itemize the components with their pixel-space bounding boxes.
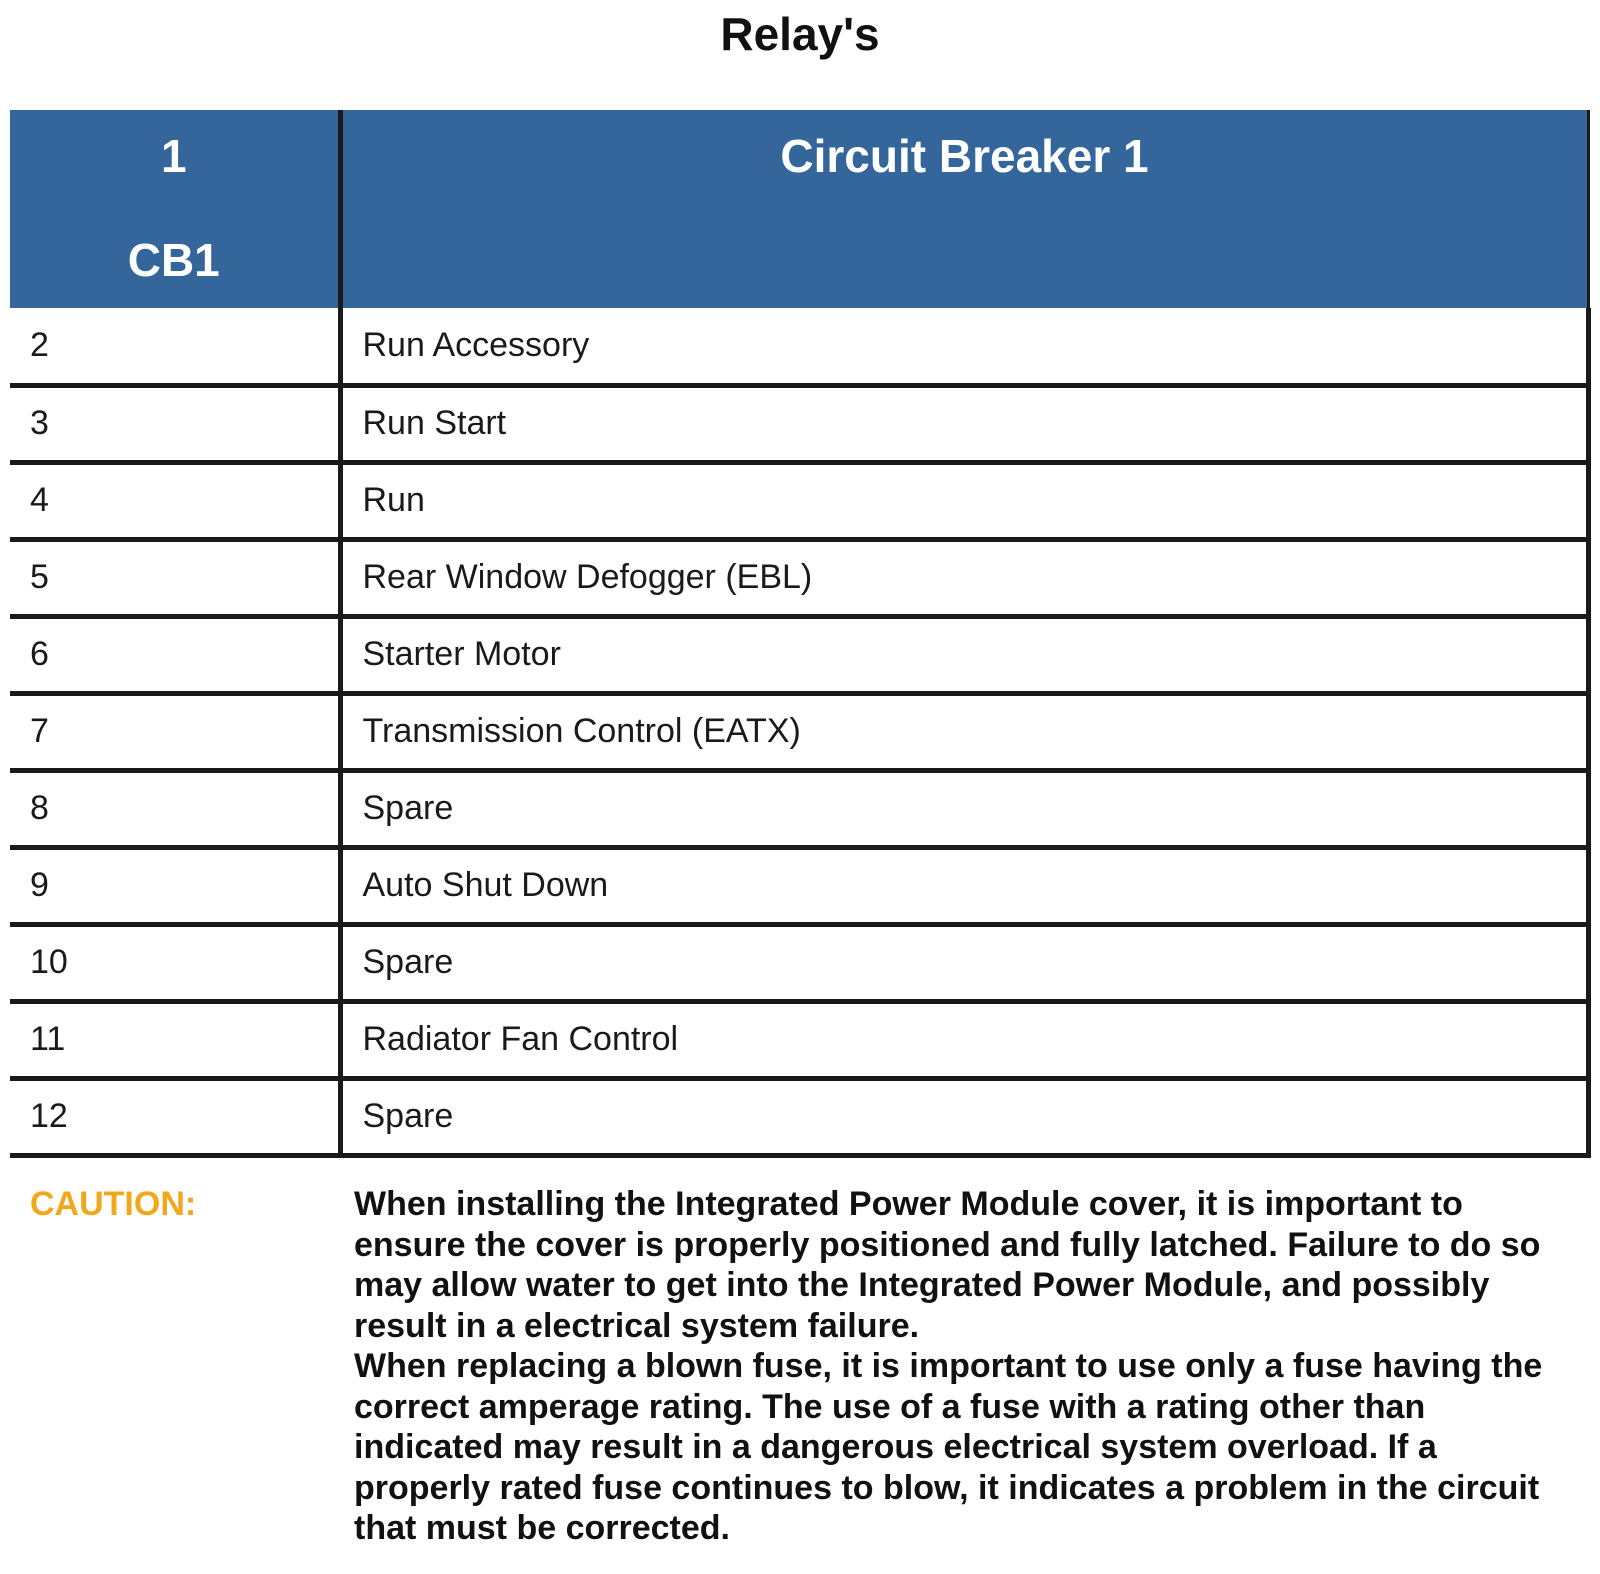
relay-position-cell: 5 [10, 539, 340, 616]
table-body [10, 308, 1588, 1155]
relay-description-cell: Starter Motor [340, 616, 1588, 693]
caution-paragraph-fuse: When replacing a blown fuse, it is important to use only a fuse having the correct amperage rating. The use of a fuse with a rating other than indicated may result in a dangerous electrical system overload. If a properly rated fuse continues to blow, it indicates a problem in the circuit that must be corrected. [354, 1347, 1543, 1547]
relay-description-cell: Run Accessory [340, 308, 1588, 385]
table-row [10, 385, 1588, 462]
caution-text [354, 1184, 1554, 1549]
relay-position-cell: 2 [10, 308, 340, 385]
relay-description-cell: Spare [340, 924, 1588, 1001]
table-row [10, 847, 1588, 924]
relay-description-cell: Rear Window Defogger (EBL) [340, 539, 1588, 616]
page-title: Relay's [720, 8, 880, 60]
relay-position-cell: 4 [10, 462, 340, 539]
table-row [10, 693, 1588, 770]
relay-description-cell: Run Start [340, 385, 1588, 462]
table-row [10, 308, 1588, 385]
header-position-code: CB1 [127, 234, 220, 286]
table-row [10, 462, 1588, 539]
relay-position-cell: 11 [10, 1001, 340, 1078]
relay-position-cell: 12 [10, 1078, 340, 1155]
table-row [10, 539, 1588, 616]
relay-description-cell: Spare [340, 1078, 1588, 1155]
caution-label: CAUTION: [30, 1185, 197, 1223]
relay-position-cell: 7 [10, 693, 340, 770]
caution-paragraph-cover: When installing the Integrated Power Module cover, it is important to ensure the cover is properly positioned and fully latched. Failure to do so may allow water to get into the Integrated Power Module, and possibly result in a electrical system failure. [354, 1185, 1541, 1345]
header-cell-position [10, 110, 340, 308]
relay-description-cell: Auto Shut Down [340, 847, 1588, 924]
relay-description-cell: Radiator Fan Control [340, 1001, 1588, 1078]
table-row [10, 770, 1588, 847]
relay-description-cell: Transmission Control (EATX) [340, 693, 1588, 770]
table-row [10, 924, 1588, 1001]
header-description-label: Circuit Breaker 1 [780, 130, 1149, 182]
relay-description-cell: Run [340, 462, 1588, 539]
table-row [10, 616, 1588, 693]
table-row [10, 1078, 1588, 1155]
relay-description-cell: Spare [340, 770, 1588, 847]
table-row [10, 1001, 1588, 1078]
relay-position-cell: 9 [10, 847, 340, 924]
relay-position-cell: 6 [10, 616, 340, 693]
table-header-row [10, 110, 1588, 308]
relay-position-cell: 8 [10, 770, 340, 847]
header-cell-description [340, 110, 1588, 308]
relay-position-cell: 10 [10, 924, 340, 1001]
relay-table [10, 110, 1591, 1158]
header-position-number: 1 [160, 130, 187, 182]
relay-position-cell: 3 [10, 385, 340, 462]
